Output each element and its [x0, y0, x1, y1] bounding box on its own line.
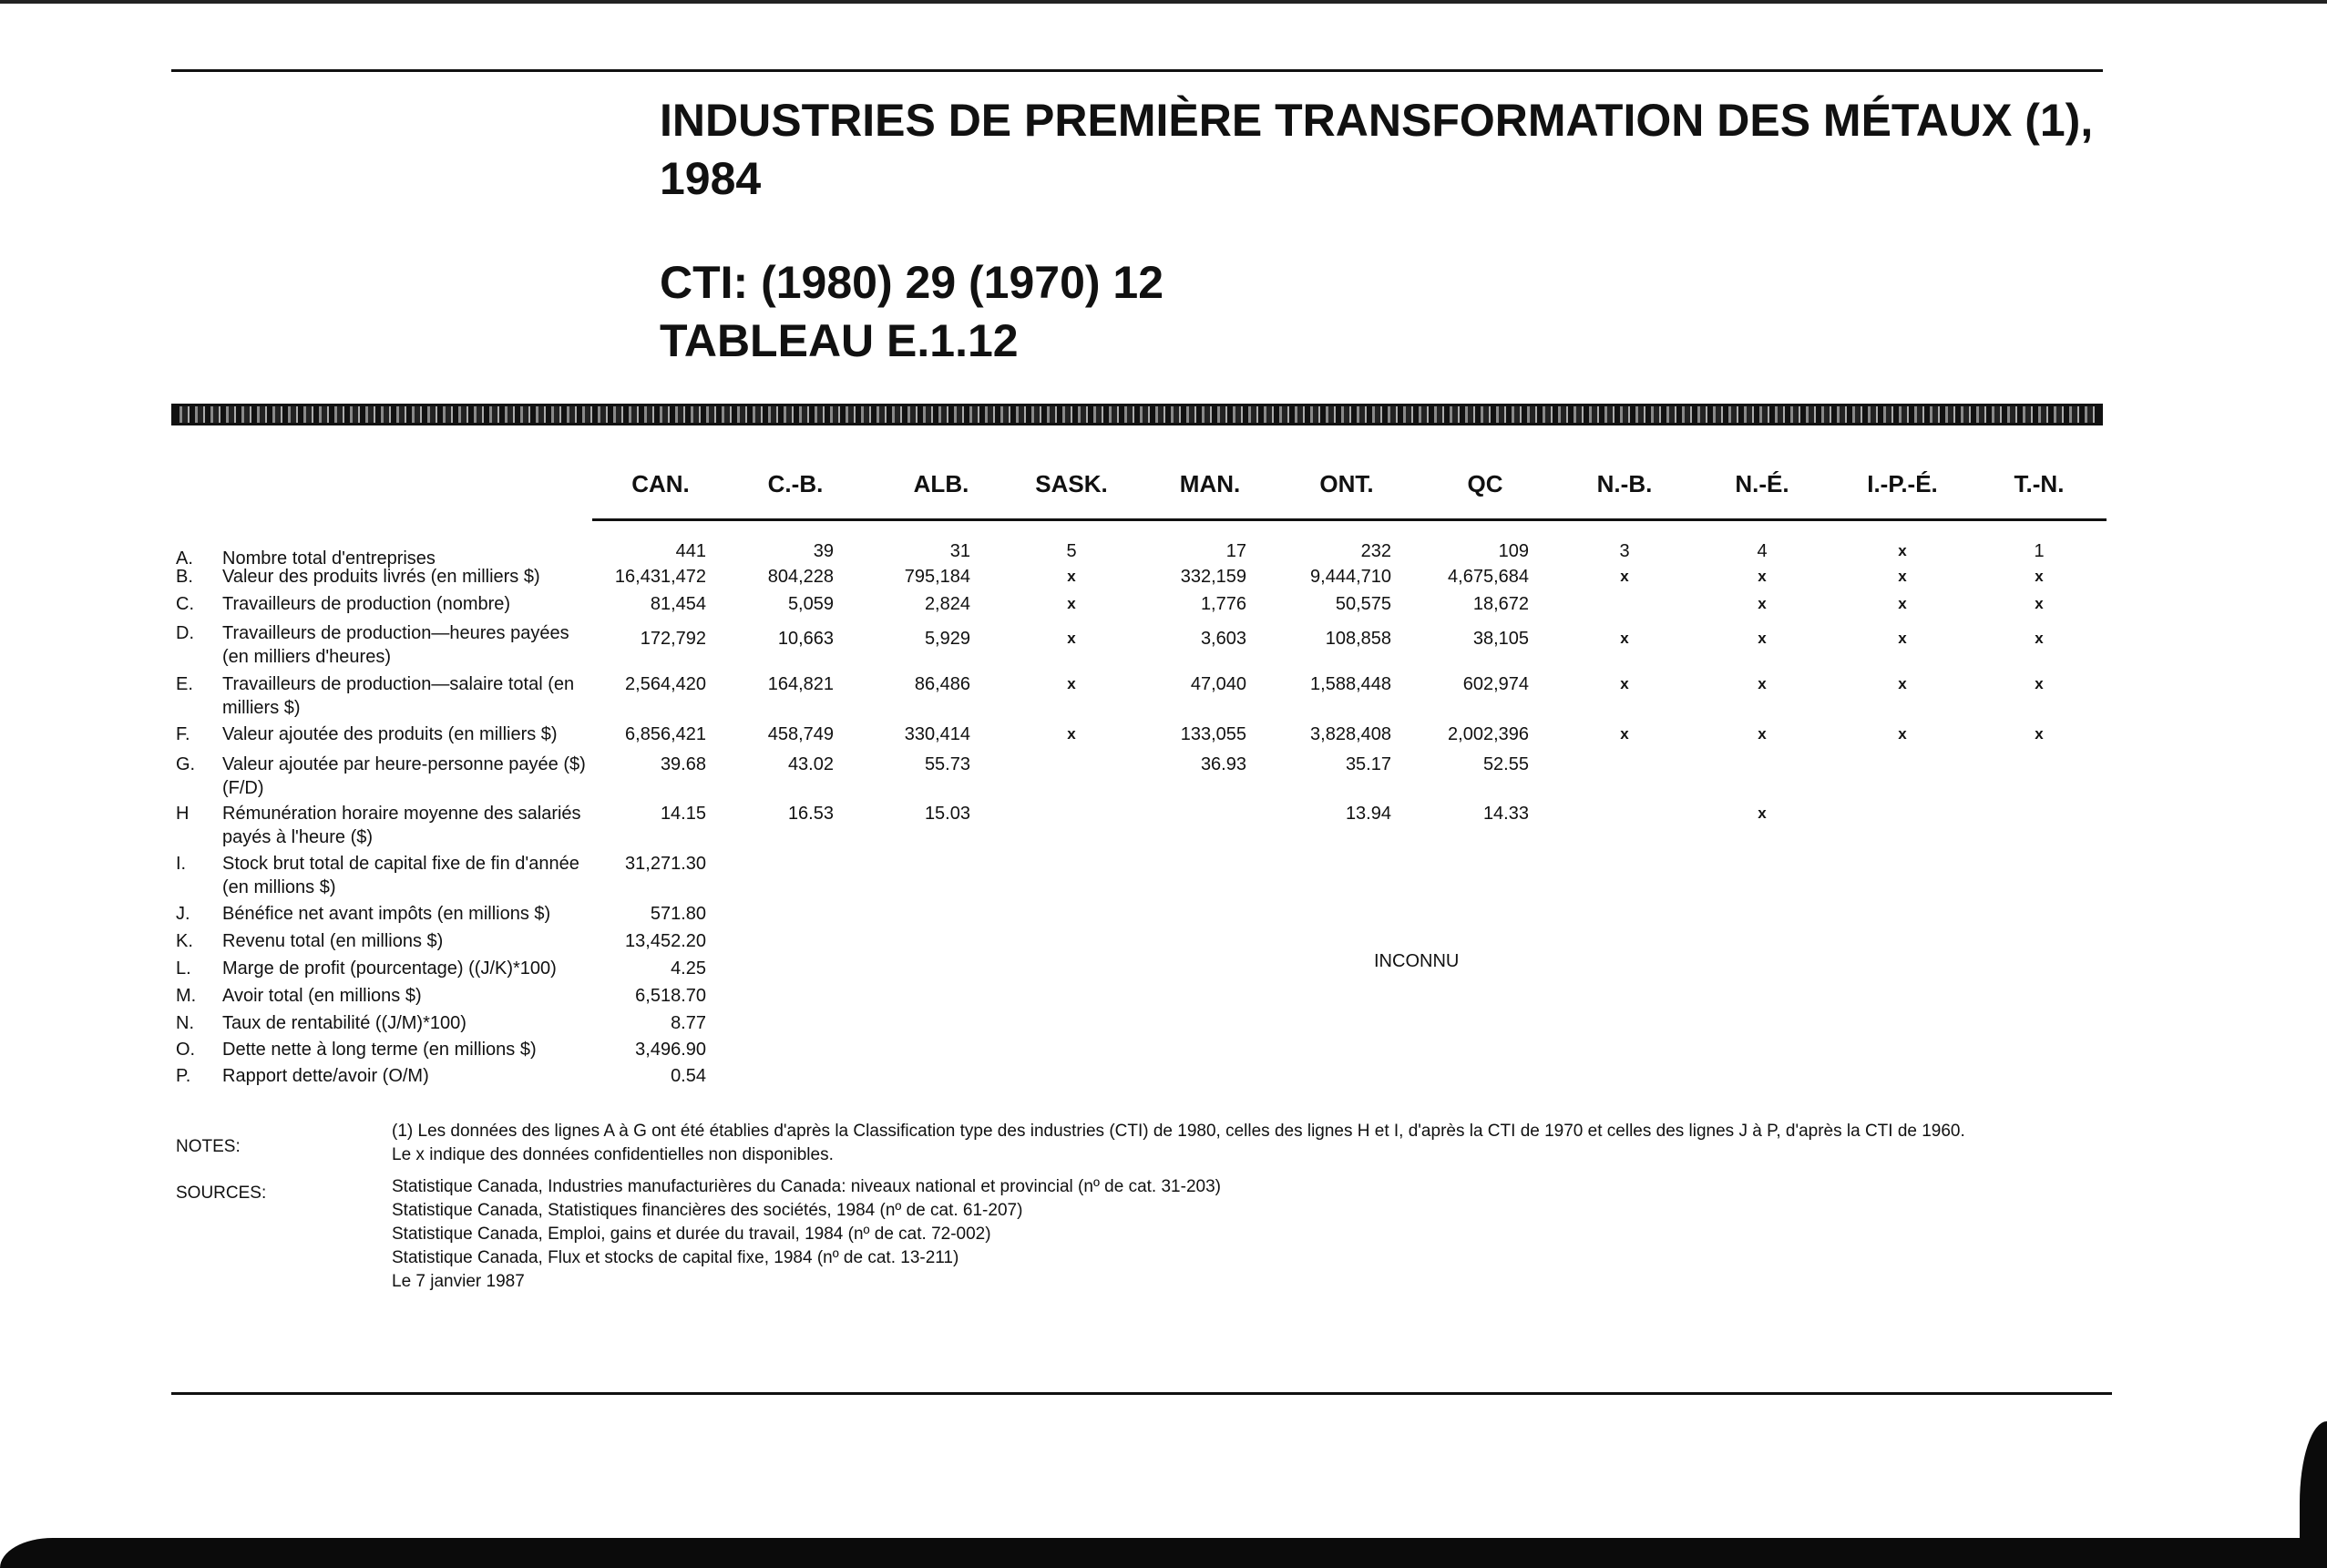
row-label: Rémunération horaire moyenne des salariés payés à l'heure ($): [222, 804, 581, 847]
table-cell: 602,974: [1462, 674, 1529, 694]
table-cell: 3: [1619, 541, 1630, 561]
table-cell: 1: [2034, 541, 2045, 561]
row-label: Rapport dette/avoir (O/M): [222, 1066, 429, 1086]
subtitle-line-2: TABLEAU E.1.12: [660, 315, 1019, 366]
table-cell: 36.93: [1200, 754, 1246, 774]
column-header: SASK.: [1035, 470, 1108, 497]
table-cell: 31,271.30: [625, 854, 706, 874]
table-cell: x: [1758, 630, 1767, 647]
table-cell: 108,858: [1325, 629, 1391, 649]
table-cell: 10,663: [777, 629, 834, 649]
bottom-rule: [171, 1392, 2112, 1395]
column-header: I.-P.-É.: [1867, 470, 1938, 497]
header-band: [171, 404, 2103, 425]
row-label: Bénéfice net avant impôts (en millions $): [222, 904, 551, 924]
table-cell: 8.77: [671, 1013, 706, 1033]
row-letter: N.: [176, 1013, 194, 1033]
table-cell: x: [1067, 568, 1076, 585]
row-label: Travailleurs de production—salaire total (en milliers $): [222, 674, 575, 718]
table-cell: x: [1067, 675, 1076, 692]
table-cell: 1,776: [1200, 594, 1246, 614]
table-cell: x: [1620, 725, 1629, 743]
source-line: Le 7 janvier 1987: [392, 1272, 525, 1291]
note-line: (1) Les données des lignes A à G ont été établies d'après la Classification type des industries (CTI) de 1980, celles des lignes H et I, d'après la CTI de 1970 et celles des lignes J à P, d'après la CTI de 1960.: [392, 1122, 1965, 1141]
table-cell: 0.54: [671, 1066, 706, 1086]
top-rule: [171, 69, 2103, 72]
table-cell: 5,929: [924, 629, 970, 649]
row-label: Revenu total (en millions $): [222, 931, 444, 951]
table-cell: x: [1898, 595, 1907, 612]
table-cell: x: [1758, 725, 1767, 743]
source-line: Statistique Canada, Emploi, gains et durée du travail, 1984 (nº de cat. 72-002): [392, 1225, 991, 1244]
table-cell: 2,002,396: [1448, 724, 1529, 744]
table-cell: 172,792: [640, 629, 706, 649]
table-cell: x: [2035, 675, 2044, 692]
table-cell: 16,431,472: [614, 567, 706, 587]
sources-text: [392, 1175, 1758, 1294]
table-cell: 804,228: [767, 567, 834, 587]
notes-text: [392, 1120, 2105, 1167]
table-cell: 109: [1498, 541, 1529, 561]
table-cell: x: [1758, 675, 1767, 692]
column-header: C.-B.: [767, 470, 824, 497]
table-cell: x: [1067, 725, 1076, 743]
table-cell: x: [1898, 630, 1907, 647]
table-cell: 3,603: [1200, 629, 1246, 649]
page-title: [660, 91, 2117, 208]
table-cell: x: [2035, 568, 2044, 585]
table-cell: 3,496.90: [635, 1040, 706, 1060]
table-cell: 5,059: [787, 594, 834, 614]
table-cell: 2,564,420: [625, 674, 706, 694]
row-label: Nombre total d'entreprises: [222, 548, 436, 569]
notes-label: NOTES:: [176, 1137, 241, 1156]
page-top-edge: [0, 0, 2327, 4]
table-code: [660, 253, 1164, 370]
table-cell: 18,672: [1472, 594, 1529, 614]
row-label: Marge de profit (pourcentage) ((J/K)*100): [222, 958, 557, 979]
table-cell: 15.03: [924, 804, 970, 824]
table-cell: x: [1620, 568, 1629, 585]
table-cell: 17: [1225, 541, 1246, 561]
table-cell: 9,444,710: [1310, 567, 1391, 587]
table-cell: 14.15: [660, 804, 706, 824]
table-cell: 4,675,684: [1448, 567, 1529, 587]
row-label: Valeur des produits livrés (en milliers $): [222, 567, 540, 587]
column-header: CAN.: [631, 470, 690, 497]
table-cell: 4: [1757, 541, 1768, 561]
scan-edge-right: [2300, 1421, 2327, 1540]
table-cell: x: [1067, 595, 1076, 612]
column-header: N.-É.: [1735, 470, 1789, 497]
table-cell: 458,749: [767, 724, 834, 744]
table-cell: 4.25: [671, 958, 706, 979]
note-line: Le x indique des données confidentielles non disponibles.: [392, 1145, 834, 1164]
source-line: Statistique Canada, Industries manufacturières du Canada: niveaux national et provincial (nº de cat. 31-203): [392, 1177, 1221, 1196]
column-header: ALB.: [913, 470, 969, 497]
row-letter: G.: [176, 754, 196, 774]
row-label: Avoir total (en millions $): [222, 986, 422, 1006]
table-cell: 47,040: [1190, 674, 1246, 694]
table-cell: 332,159: [1180, 567, 1246, 587]
table-cell: x: [1758, 595, 1767, 612]
table-cell: 3,828,408: [1310, 724, 1391, 744]
column-header: MAN.: [1179, 470, 1241, 497]
table-cell: 5: [1066, 541, 1077, 561]
table-cell: 86,486: [914, 674, 970, 694]
source-line: Statistique Canada, Statistiques financières des sociétés, 1984 (nº de cat. 61-207): [392, 1201, 1023, 1220]
column-header: QC: [1467, 470, 1503, 497]
table-cell: 441: [675, 541, 706, 561]
table-cell: 81,454: [650, 594, 706, 614]
row-letter: C.: [176, 594, 194, 614]
table-cell: x: [1620, 675, 1629, 692]
table-cell: 13,452.20: [625, 931, 706, 951]
table-cell: 2,824: [924, 594, 970, 614]
row-letter: I.: [176, 854, 187, 874]
row-letter: H: [176, 804, 190, 824]
row-label: Dette nette à long terme (en millions $): [222, 1040, 537, 1060]
table-cell: 52.55: [1482, 754, 1529, 774]
row-label: Valeur ajoutée des produits (en milliers $): [222, 724, 558, 744]
table-cell: 232: [1360, 541, 1391, 561]
row-letter: M.: [176, 986, 197, 1006]
table-cell: x: [2035, 725, 2044, 743]
row-label: Stock brut total de capital fixe de fin d'année (en millions $): [222, 854, 579, 897]
table-cell: 164,821: [767, 674, 834, 694]
column-header: ONT.: [1319, 470, 1374, 497]
title-line-1: INDUSTRIES DE PREMIÈRE TRANSFORMATION DES MÉTAUX (1),: [660, 95, 2094, 146]
row-letter: F.: [176, 724, 190, 744]
table-cell: 35.17: [1345, 754, 1391, 774]
table-cell: x: [1898, 568, 1907, 585]
unknown-note: INCONNU: [1374, 951, 1460, 971]
table-cell: 14.33: [1482, 804, 1529, 824]
row-letter: J.: [176, 904, 190, 924]
row-letter: A.: [176, 548, 193, 569]
table-cell: 13.94: [1345, 804, 1391, 824]
table-cell: 39.68: [660, 754, 706, 774]
source-line: Statistique Canada, Flux et stocks de capital fixe, 1984 (nº de cat. 13-211): [392, 1248, 959, 1267]
table-cell: x: [1758, 568, 1767, 585]
table-cell: 6,518.70: [635, 986, 706, 1006]
table-cell: 330,414: [904, 724, 970, 744]
table-cell: x: [1758, 804, 1767, 822]
table-cell: 16.53: [787, 804, 834, 824]
row-letter: K.: [176, 931, 193, 951]
row-letter: D.: [176, 623, 194, 643]
table-cell: x: [1067, 630, 1076, 647]
title-line-2: 1984: [660, 153, 762, 204]
row-label: Taux de rentabilité ((J/M)*100): [222, 1013, 466, 1033]
table-cell: 39: [813, 541, 834, 561]
table-cell: x: [2035, 630, 2044, 647]
table-cell: 38,105: [1472, 629, 1529, 649]
row-letter: B.: [176, 567, 193, 587]
subtitle-line-1: CTI: (1980) 29 (1970) 12: [660, 257, 1164, 308]
row-label: Travailleurs de production—heures payées (en milliers d'heures): [222, 623, 569, 667]
table-cell: x: [2035, 595, 2044, 612]
row-letter: L.: [176, 958, 191, 979]
row-label: Travailleurs de production (nombre): [222, 594, 511, 614]
table-cell: 795,184: [904, 567, 970, 587]
table-cell: 133,055: [1180, 724, 1246, 744]
table-cell: 571.80: [650, 904, 706, 924]
table-cell: 50,575: [1335, 594, 1391, 614]
column-header-rule: [592, 518, 2107, 521]
table-cell: x: [1620, 630, 1629, 647]
table-cell: x: [1898, 675, 1907, 692]
table-cell: 6,856,421: [625, 724, 706, 744]
table-cell: x: [1898, 542, 1907, 559]
sources-label: SOURCES:: [176, 1184, 267, 1203]
table-cell: 55.73: [924, 754, 970, 774]
scan-edge-bottom: [0, 1538, 2327, 1568]
row-letter: O.: [176, 1040, 196, 1060]
table-cell: 31: [949, 541, 970, 561]
table-cell: 1,588,448: [1310, 674, 1391, 694]
table-cell: x: [1898, 725, 1907, 743]
column-header: N.-B.: [1596, 470, 1653, 497]
column-header: T.-N.: [2014, 470, 2065, 497]
table-cell: 43.02: [787, 754, 834, 774]
row-letter: P.: [176, 1066, 191, 1086]
row-letter: E.: [176, 674, 193, 694]
row-label: Valeur ajoutée par heure-personne payée ($) (F/D): [222, 754, 586, 798]
